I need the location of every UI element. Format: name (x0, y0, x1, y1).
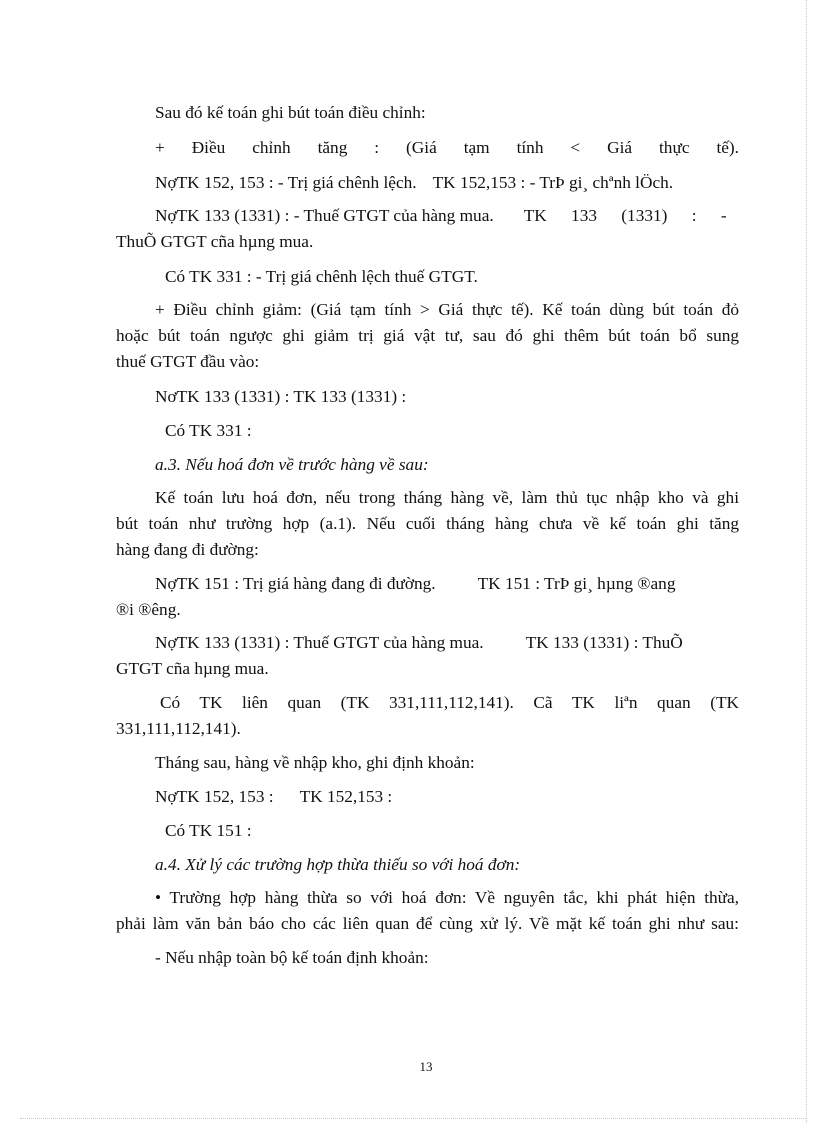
text-segment: NợTK 152, 153 : (155, 787, 274, 806)
text-line: bút toán như trường hợp (a.1). Nếu cuối tháng hàng chưa về kế toán ghi tăng (116, 514, 739, 533)
page-number: 13 (419, 1059, 433, 1074)
text-line: • Trường hợp hàng thừa so với hoá đơn: Về nguyên tắc, khi phát hiện thừa, (155, 888, 739, 907)
text-line: + Điều chỉnh giảm: (Giá tạm tính > Giá thực tế). Kế toán dùng bút toán đỏ (155, 300, 739, 319)
text-segment: TK 152,153 : (299, 787, 393, 806)
text-line: Có TK liên quan (TK 331,111,112,141). Cã TK liªn quan (TK (160, 693, 739, 712)
text-line: - Nếu nhập toàn bộ kế toán định khoản: (155, 948, 429, 967)
text-line: Kế toán lưu hoá đơn, nếu trong tháng hàng về, làm thủ tục nhập kho và ghi (155, 488, 739, 507)
text-line (155, 203, 739, 229)
section-heading: a.4. Xử lý các trường hợp thừa thiếu so với hoá đơn: (155, 855, 521, 874)
text-segment: NợTK 133 (1331) : Thuế GTGT của hàng mua. (155, 633, 484, 652)
text-line: + Điều chỉnh tăng : (Giá tạm tính < Giá thực tế). (155, 138, 739, 157)
text-line: Có TK 151 : (165, 821, 252, 840)
text-line: Có TK 331 : - Trị giá chênh lệch thuế GTGT. (165, 267, 478, 286)
page-border-right (806, 0, 807, 1123)
text-line: hàng đang đi đường: (116, 540, 259, 559)
text-line: Tháng sau, hàng về nhập kho, ghi định khoản: (155, 753, 475, 772)
text-line: hoặc bút toán ngược ghi giảm trị giá vật tư, sau đó ghi thêm bút toán bổ sung (116, 326, 739, 345)
text-line: 331,111,112,141). (116, 719, 241, 738)
text-line (155, 571, 739, 597)
text-line: NơTK 133 (1331) : TK 133 (1331) : (155, 387, 407, 406)
text-segment: NợTK 152, 153 : - Trị giá chênh lệch. (155, 173, 417, 192)
text-segment: NợTK 151 : Trị giá hàng đang đi đường. (155, 574, 436, 593)
text-line: GTGT cña hµng mua. (116, 659, 269, 678)
page-border-bottom (20, 1118, 806, 1119)
text-line: Có TK 331 : (165, 421, 252, 440)
text-segment: TK 133 (1331) : ThuÕ (525, 633, 683, 652)
text-segment: TK 152,153 : - TrÞ gi¸ chªnh lÖch. (432, 173, 674, 192)
text-line: ®i ®êng. (116, 600, 181, 619)
text-segment: NợTK 133 (1331) : - Thuế GTGT của hàng mua. (155, 206, 494, 225)
text-segment: TK 151 : TrÞ gi¸ hµng ®ang (477, 574, 676, 593)
text-line: phải làm văn bản báo cho các liên quan để cùng xử lý. Về mặt kế toán ghi như sau: (116, 914, 739, 933)
text-line: Sau đó kế toán ghi bút toán điều chỉnh: (155, 103, 426, 122)
text-segment: TK 133 (1331) : - (523, 206, 727, 225)
text-line: ThuÕ GTGT cña hµng mua. (116, 232, 314, 251)
section-heading: a.3. Nếu hoá đơn về trước hàng về sau: (155, 455, 429, 474)
text-line (155, 170, 739, 196)
text-line (155, 630, 739, 656)
text-line: thuế GTGT đầu vào: (116, 352, 260, 371)
text-line (155, 784, 739, 810)
